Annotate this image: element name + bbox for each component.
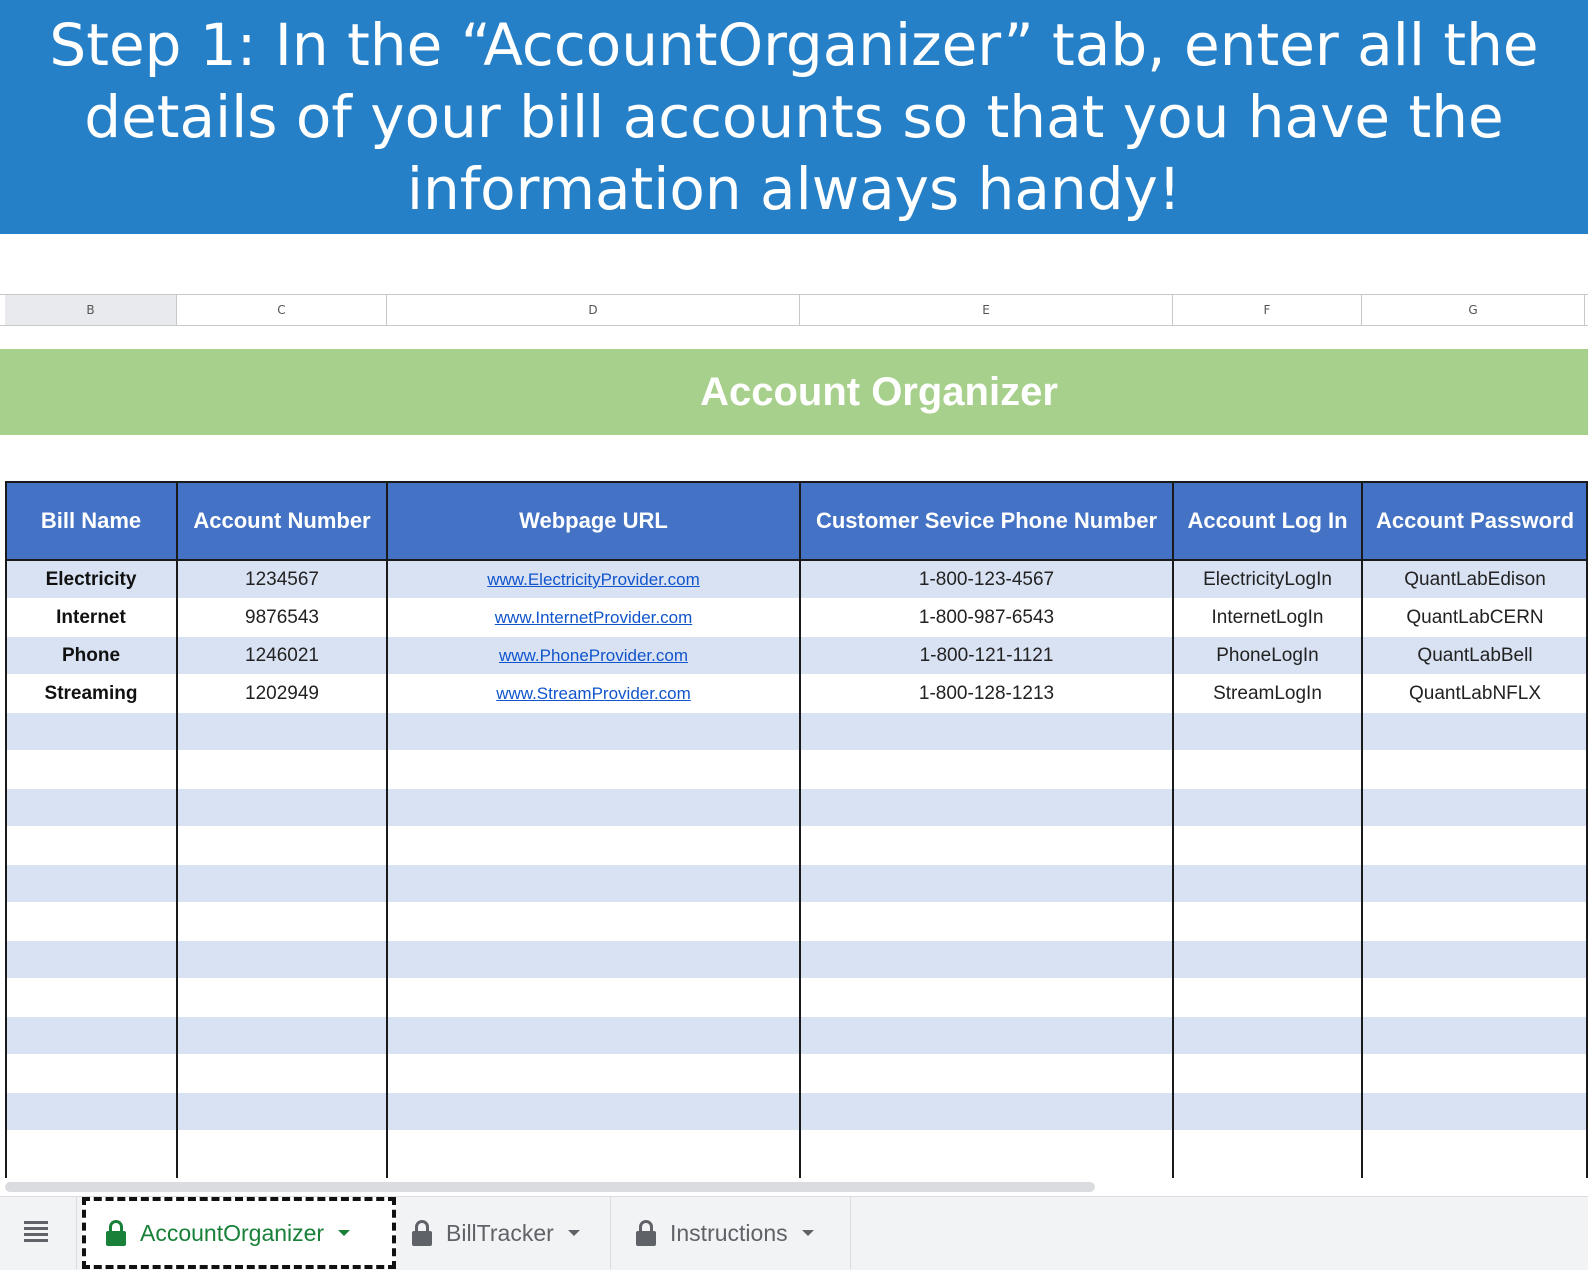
cell-account-login[interactable]: ElectricityLogIn <box>1203 569 1332 590</box>
instruction-banner <box>0 0 1588 234</box>
empty-row[interactable] <box>5 865 1588 903</box>
table-row <box>5 561 1588 599</box>
header-bill-name[interactable]: Bill Name <box>40 508 142 533</box>
menu-icon[interactable] <box>24 1221 48 1245</box>
table-header-row <box>5 481 1588 561</box>
column-border <box>1361 481 1363 1178</box>
sheet-title-bar <box>0 349 1588 435</box>
cell-phone-number[interactable]: 1-800-987-6543 <box>918 607 1055 628</box>
cell-webpage-url[interactable]: www.ElectricityProvider.com <box>487 570 700 589</box>
column-border <box>1172 481 1174 1178</box>
table-row <box>5 675 1588 713</box>
empty-row[interactable] <box>5 903 1588 941</box>
empty-row[interactable] <box>5 789 1588 827</box>
cell-account-password[interactable]: QuantLabBell <box>1417 645 1533 666</box>
table-row <box>5 599 1588 637</box>
header-account-login[interactable]: Account Log In <box>1187 508 1348 533</box>
column-header-f[interactable]: F <box>1173 295 1362 325</box>
caret-down-icon[interactable] <box>338 1230 350 1236</box>
cell-phone-number[interactable]: 1-800-128-1213 <box>918 683 1055 704</box>
scrollbar-thumb[interactable] <box>5 1182 1095 1192</box>
table-row <box>5 637 1588 675</box>
cell-webpage-url[interactable]: www.InternetProvider.com <box>494 608 693 627</box>
tab-divider <box>76 1197 77 1269</box>
cell-account-password[interactable]: QuantLabCERN <box>1406 607 1544 628</box>
banner-line-2: details of your bill accounts so that you have the <box>84 83 1504 151</box>
header-phone-number[interactable]: Customer Sevice Phone Number <box>815 508 1158 533</box>
header-webpage-url[interactable]: Webpage URL <box>519 508 668 533</box>
column-border <box>5 481 7 1178</box>
lock-icon <box>106 1220 126 1246</box>
empty-row[interactable] <box>5 1093 1588 1131</box>
cell-bill-name[interactable]: Electricity <box>45 569 137 590</box>
empty-row[interactable] <box>5 751 1588 789</box>
empty-row[interactable] <box>5 979 1588 1017</box>
banner-line-3: information always handy! <box>406 155 1182 223</box>
column-header-bar <box>0 294 1588 326</box>
lock-icon <box>636 1220 656 1246</box>
column-header-c[interactable]: C <box>177 295 387 325</box>
cell-account-number[interactable]: 1246021 <box>245 645 319 666</box>
cell-bill-name[interactable]: Internet <box>56 607 126 628</box>
empty-row[interactable] <box>5 1055 1588 1093</box>
tab-label: AccountOrganizer <box>140 1219 325 1246</box>
lock-icon <box>412 1220 432 1246</box>
cell-account-number[interactable]: 1234567 <box>245 569 319 590</box>
tab-label: BillTracker <box>446 1219 554 1246</box>
tab-divider <box>610 1197 611 1269</box>
tab-billtracker[interactable] <box>402 1197 608 1269</box>
tab-accountorganizer[interactable] <box>82 1197 396 1269</box>
account-table <box>5 481 1588 1178</box>
cell-account-password[interactable]: QuantLabNFLX <box>1408 683 1542 704</box>
banner-line-1: Step 1: In the “AccountOrganizer” tab, enter all the <box>49 11 1539 79</box>
horizontal-scrollbar[interactable] <box>0 1180 1588 1194</box>
cell-account-login[interactable]: StreamLogIn <box>1213 683 1322 704</box>
column-header-g[interactable]: G <box>1362 295 1585 325</box>
sheet-title: Account Organizer <box>700 369 1058 414</box>
column-border <box>799 481 801 1178</box>
caret-down-icon[interactable] <box>568 1230 580 1236</box>
empty-row[interactable] <box>5 1017 1588 1055</box>
column-header-b[interactable]: B <box>5 295 177 325</box>
cell-account-number[interactable]: 1202949 <box>245 683 319 704</box>
cell-bill-name[interactable]: Streaming <box>44 683 138 704</box>
banner-text <box>49 9 1538 225</box>
cell-bill-name[interactable]: Phone <box>61 645 121 666</box>
header-account-password[interactable]: Account Password <box>1375 508 1575 533</box>
header-account-number[interactable]: Account Number <box>193 508 371 533</box>
cell-phone-number[interactable]: 1-800-121-1121 <box>919 645 1054 666</box>
empty-row[interactable] <box>5 1131 1588 1169</box>
cell-webpage-url[interactable]: www.PhoneProvider.com <box>499 646 688 665</box>
cell-account-number[interactable]: 9876543 <box>245 607 319 628</box>
empty-row[interactable] <box>5 827 1588 865</box>
column-border <box>386 481 388 1178</box>
empty-row[interactable] <box>5 713 1588 751</box>
cell-account-login[interactable]: InternetLogIn <box>1211 607 1324 628</box>
cell-account-password[interactable]: QuantLabEdison <box>1404 569 1546 590</box>
tab-divider <box>850 1197 851 1269</box>
column-header-d[interactable]: D <box>387 295 800 325</box>
empty-row[interactable] <box>5 941 1588 979</box>
tab-label: Instructions <box>670 1219 788 1246</box>
cell-account-login[interactable]: PhoneLogIn <box>1216 645 1319 666</box>
cell-phone-number[interactable]: 1-800-123-4567 <box>918 569 1055 590</box>
sheet-tab-bar <box>0 1196 1588 1270</box>
tab-instructions[interactable] <box>612 1197 850 1269</box>
cell-webpage-url[interactable]: www.StreamProvider.com <box>496 684 691 703</box>
column-border <box>176 481 178 1178</box>
column-header-e[interactable]: E <box>800 295 1173 325</box>
caret-down-icon[interactable] <box>802 1230 814 1236</box>
